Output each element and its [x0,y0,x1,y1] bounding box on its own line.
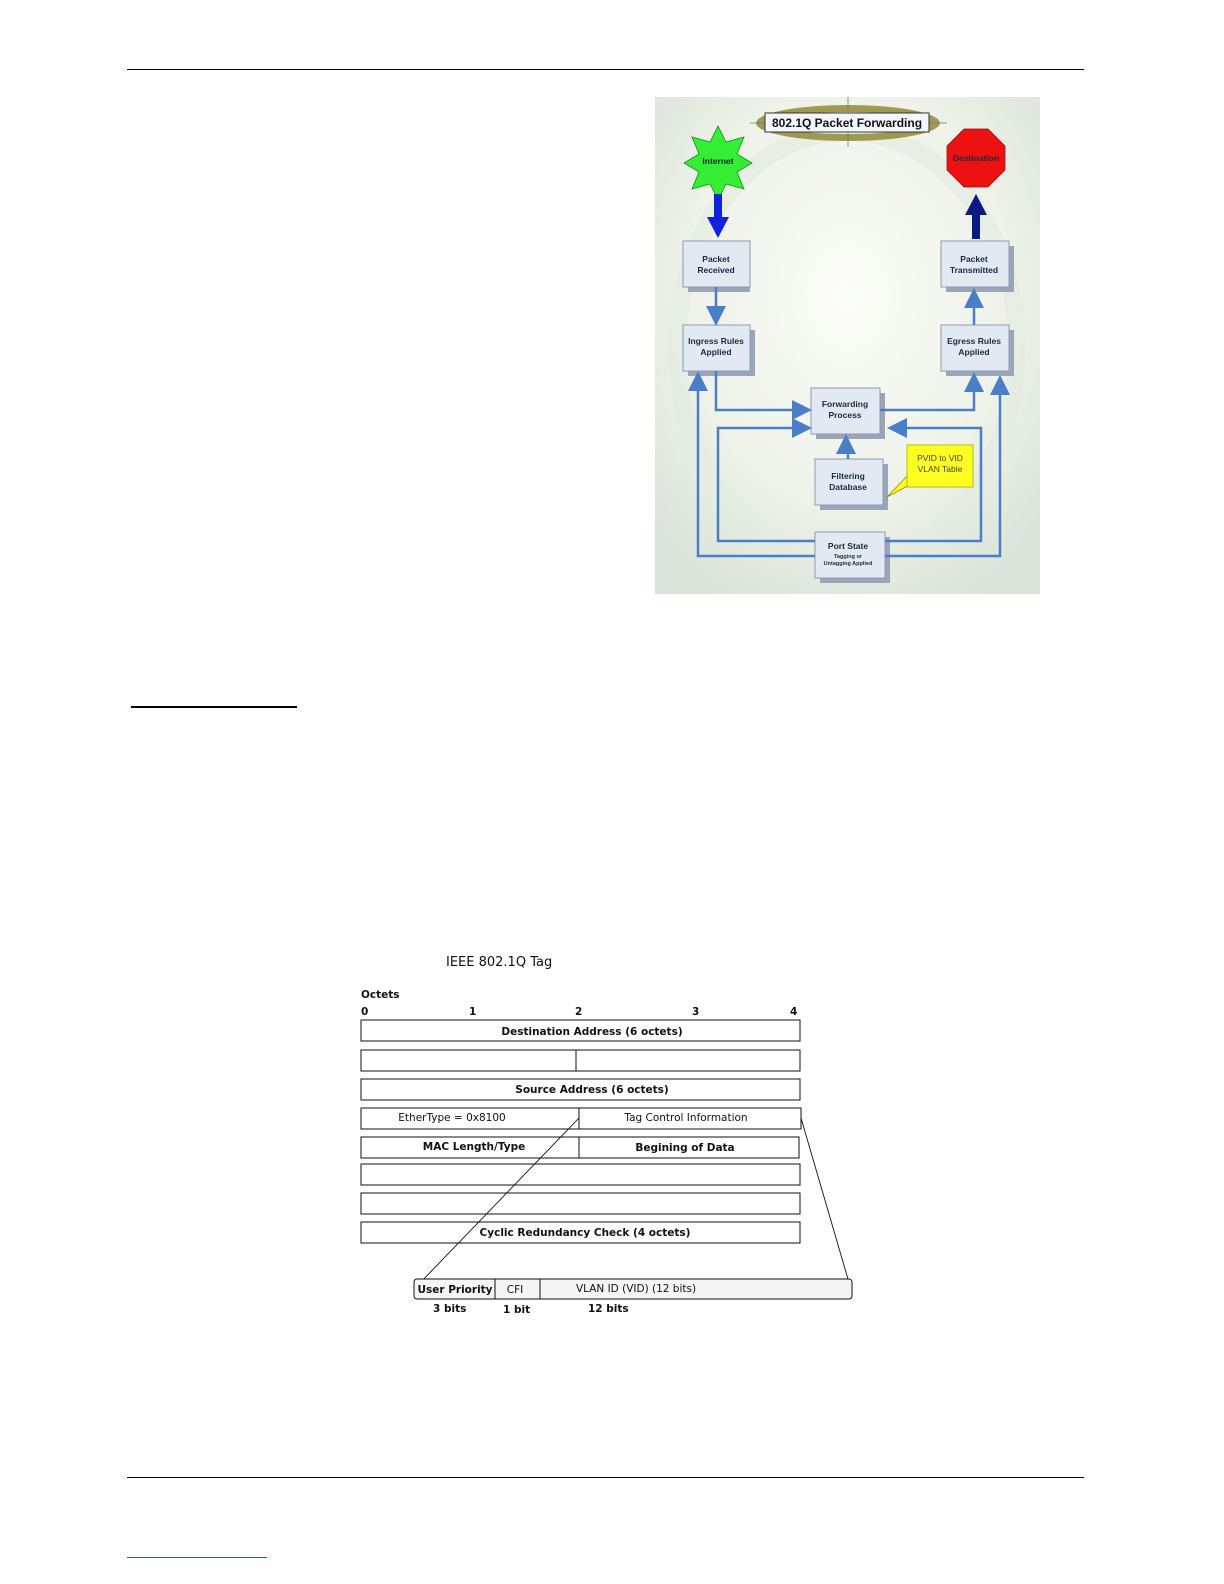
cfi-field: CFI [506,1284,524,1296]
port-state-label-3: Untagging Applied [823,561,873,567]
port-state-label-1: Port State [827,541,869,551]
octet-4: 4 [790,1006,798,1018]
footer-link-underline[interactable] [127,1557,267,1558]
filtering-database-box [815,459,888,510]
packet-transmitted-label-1: Packet [960,254,988,264]
user-priority-field: User Priority [417,1284,493,1296]
egress-rules-box [941,325,1014,376]
forwarding-process-box [811,388,885,439]
destination-address-label: Destination Address (6 octets) [501,1026,683,1038]
tag-diagram-title: IEEE 802.1Q Tag [446,955,553,970]
packet-transmitted-label-2: Transmitted [949,265,999,275]
diagram-title: 802.1Q Packet Forwarding [771,116,923,130]
octet-0: 0 [361,1006,369,1018]
packet-received-box [683,241,750,292]
packet-forwarding-diagram [655,97,1040,594]
ingress-rules-box [683,325,755,376]
vlan-id-field: VLAN ID (VID) (12 bits) [575,1283,697,1295]
cfi-bits-label: 1 bit [503,1304,531,1316]
header-rule [127,69,1084,70]
begin-data-label: Begining of Data [635,1142,735,1154]
ingress-label-1: Ingress Rules [688,336,744,346]
port-state-box [815,532,890,583]
octets-label: Octets [361,989,400,1001]
port-state-label-2: Tagging or [833,554,863,560]
tci-expand-right-line [801,1118,850,1286]
crc-label: Cyclic Redundancy Check (4 octets) [479,1227,691,1239]
row-mac-length-data [361,1137,799,1158]
destination-label: Destination [952,153,1000,163]
internet-label: Internet [702,156,734,166]
filtering-label-1: Filtering [831,471,865,481]
packet-received-label-1: Packet [702,254,730,264]
destination-stop-icon [947,129,1005,187]
callout-label-1: PVID to VID [917,453,963,463]
filtering-label-2: Database [829,482,867,492]
forwarding-label-1: Forwarding [821,399,869,409]
callout-label-2: VLAN Table [917,464,963,474]
vid-bits-label: 12 bits [588,1303,629,1315]
packet-transmitted-box [941,241,1014,292]
tci-breakdown [414,1279,852,1299]
footer-rule [127,1477,1084,1478]
forwarding-label-2: Process [828,410,862,420]
egress-label-2: Applied [958,347,990,357]
octet-1: 1 [469,1006,477,1018]
section-heading-underline [131,706,297,708]
ethertype-label: EtherType = 0x8100 [398,1112,506,1124]
octet-3: 3 [692,1006,700,1018]
egress-label-1: Egress Rules [947,336,1001,346]
row-destination-continued [361,1050,800,1071]
row-data-2 [361,1193,800,1214]
row-source-address [361,1079,800,1100]
priority-bits-label: 3 bits [433,1303,467,1315]
tci-label: Tag Control Information [624,1112,748,1124]
row-ethertype-tci [361,1108,801,1129]
packet-received-label-2: Received [697,265,735,275]
row-crc [361,1222,800,1243]
ingress-label-2: Applied [700,347,732,357]
row-destination-address [361,1020,800,1041]
source-address-label: Source Address (6 octets) [515,1084,669,1096]
mac-length-label: MAC Length/Type [422,1141,526,1153]
row-data-1 [361,1164,800,1185]
octet-2: 2 [575,1006,583,1018]
ieee-8021q-tag-diagram [350,940,870,1330]
